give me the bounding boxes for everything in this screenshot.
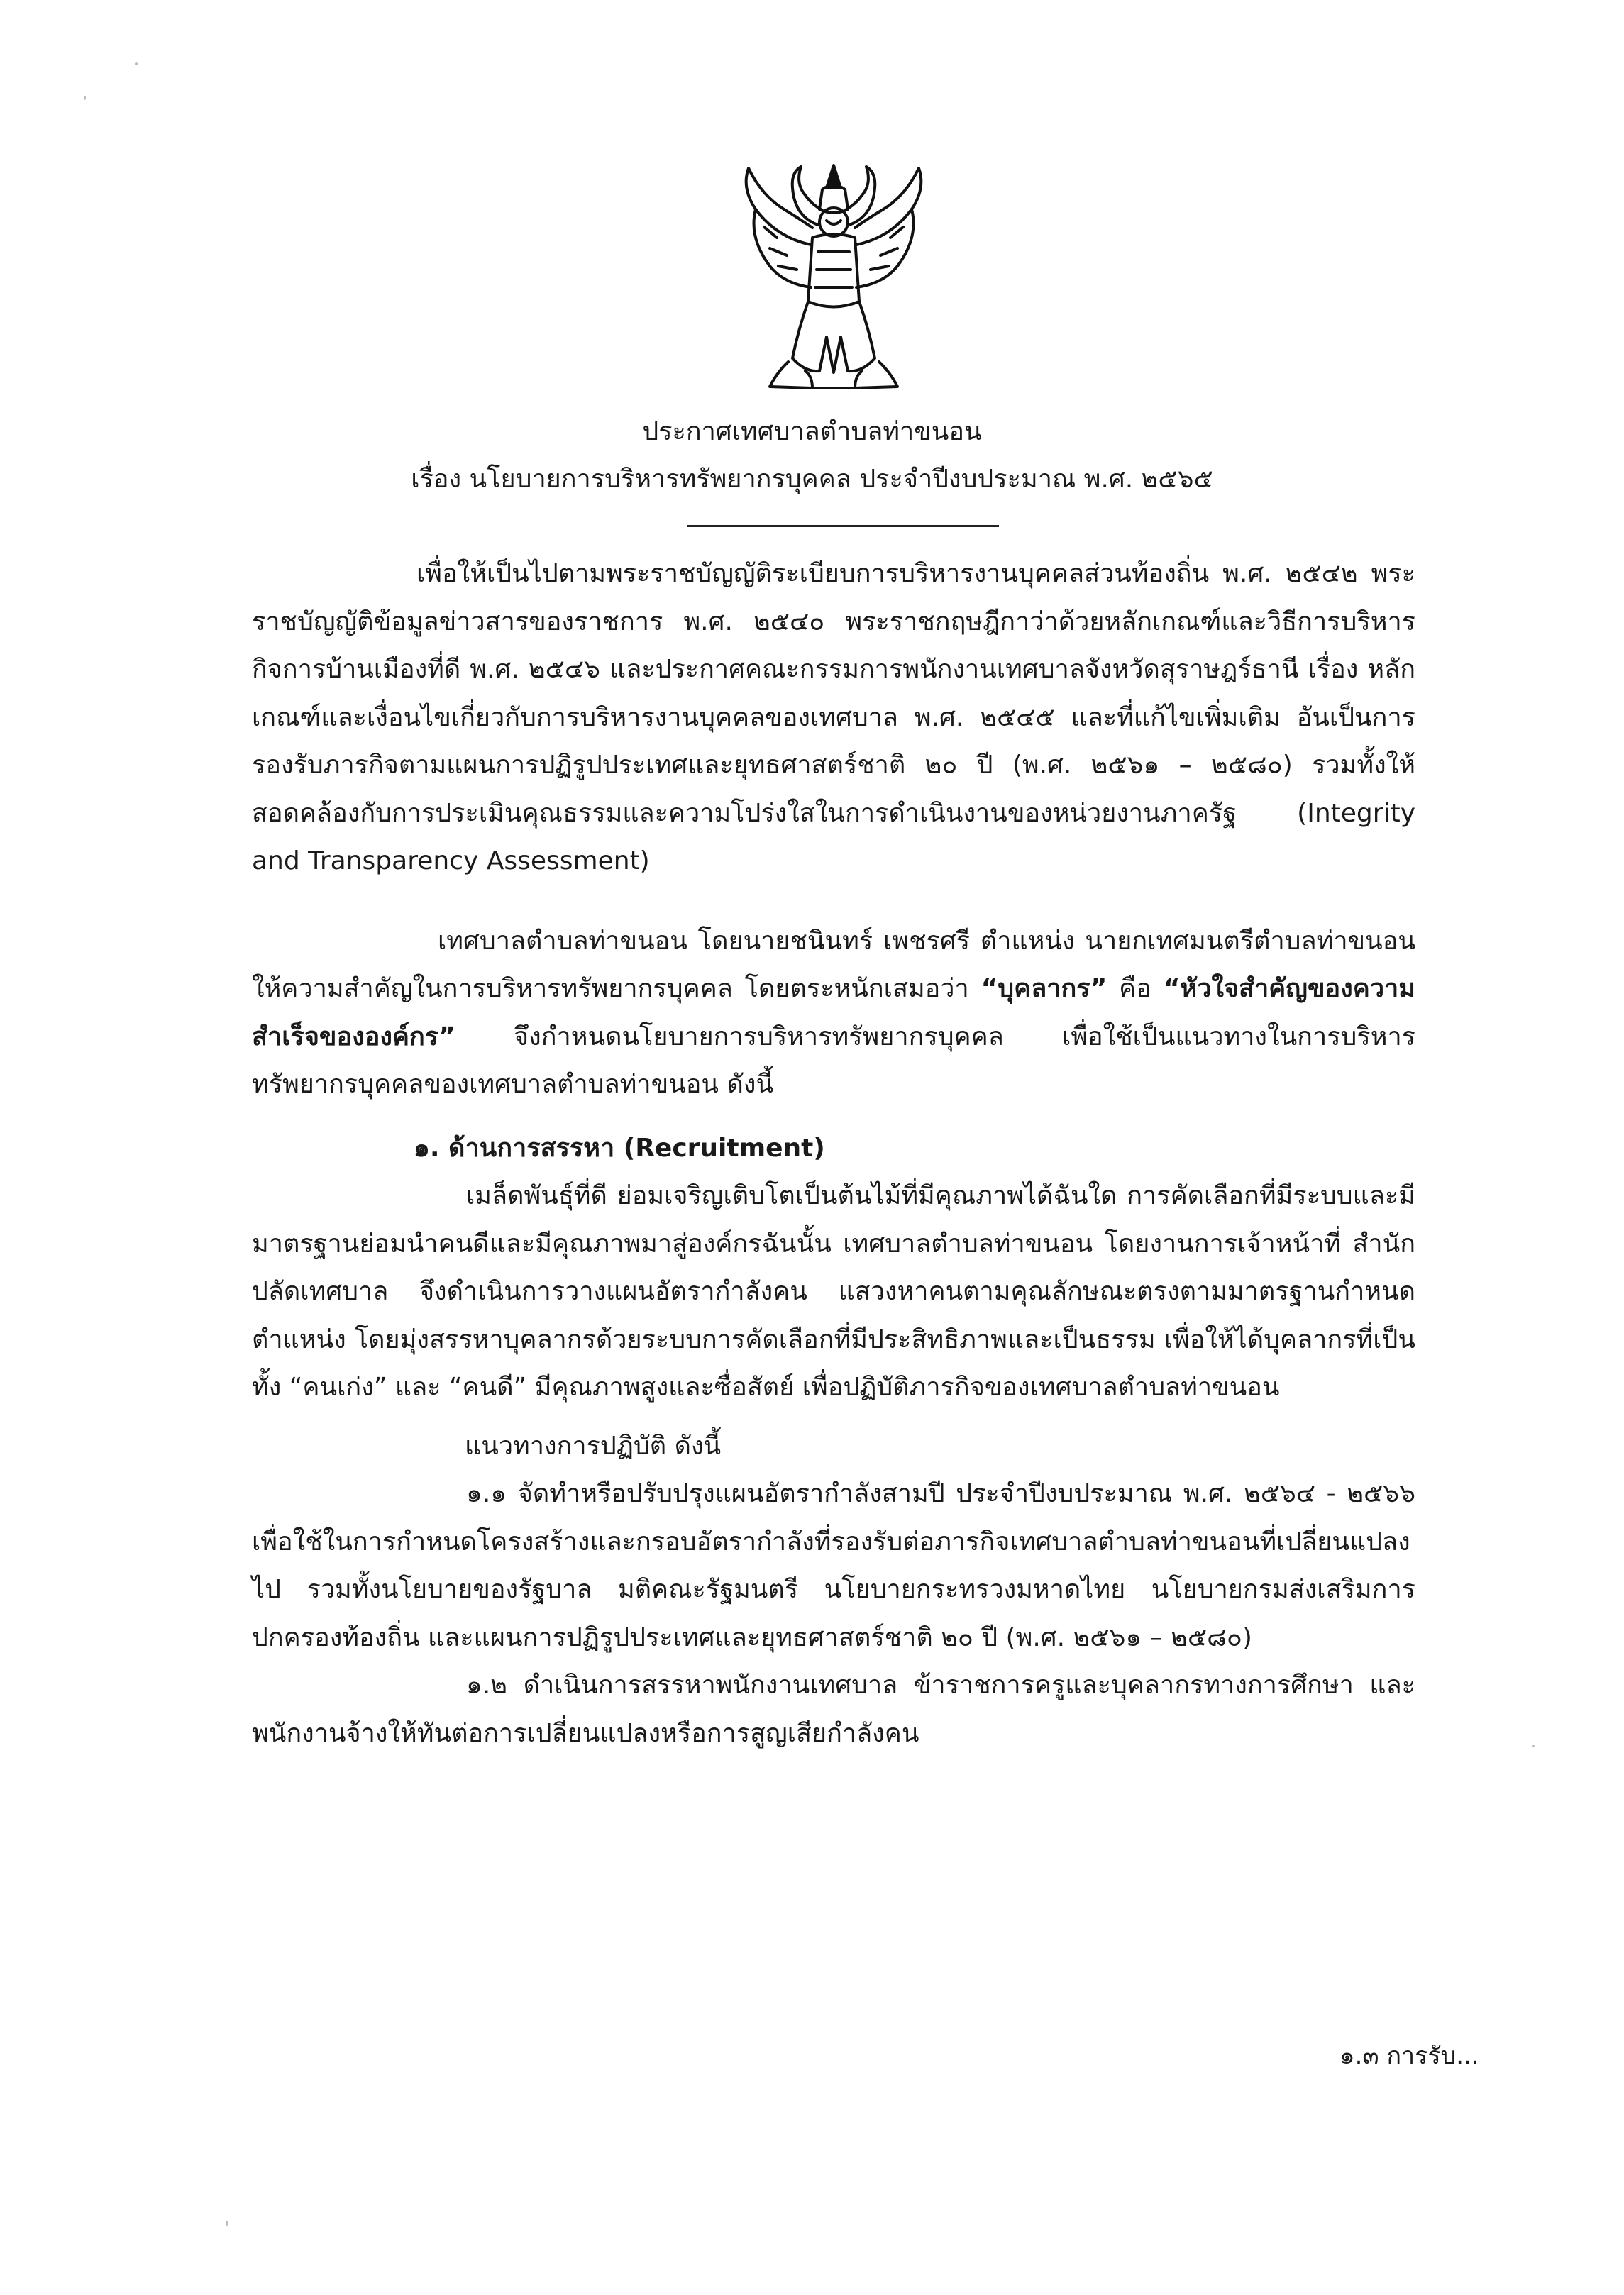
policy-text-a: เทศบาลตำบลท่าขนอน โดยนายชนินทร์ เพชรศรี ตำแหน่ง นายกเทศมนตรีตำบลท่าขนอน ให้ความสำคัญในการบริหารทรัพยากรบุคคล โดยตระหนักเสมอว่า	[252, 926, 1415, 1003]
announcement-subject: เรื่อง นโยบายการบริหารทรัพยากรบุคคล ประจำปีงบประมาณ พ.ศ. ๒๕๖๕	[411, 465, 1213, 494]
success-emphasis: “หัวใจสำคัญของความสำเร็จขององค์กร”	[252, 974, 1415, 1051]
announcement-title: ประกาศเทศบาลตำบลท่าขนอน	[642, 417, 982, 446]
scan-speck	[1532, 1745, 1535, 1747]
guideline-item-1-2: ๑.๒ ดำเนินการสรรหาพนักงานเทศบาล ข้าราชการครูและบุคลากรทางการศึกษา และพนักงานจ้างให้ทันต่อการเปลี่ยนแปลงหรือการสูญเสียกำลังคน	[252, 1671, 1415, 1748]
document-body	[252, 550, 1415, 1757]
policy-paragraph	[252, 917, 1415, 1109]
policy-text-c: คือ	[1107, 974, 1164, 1003]
continuation-marker: ๑.๓ การรับ...	[1339, 2042, 1479, 2070]
guideline-heading: แนวทางการปฏิบัติ ดังนี้	[465, 1431, 722, 1461]
scan-speck	[135, 62, 138, 65]
scan-speck	[226, 2221, 228, 2226]
intro-paragraph: เพื่อให้เป็นไปตามพระราชบัญญัติระเบียบการบริหารงานบุคคลส่วนท้องถิ่น พ.ศ. ๒๕๔๒ พระราชบัญญัติข้อมูลข่าวสารของราชการ พ.ศ. ๒๕๔๐ พระราชกฤษฎีกาว่าด้วยหลักเกณฑ์และวิธีการบริหารกิจการบ้านเมืองที่ดี พ.ศ. ๒๕๔๖ และประกาศคณะกรรมการพนักงานเทศบาลจังหวัดสุราษฎร์ธานี เรื่อง หลักเกณฑ์และเงื่อนไขเกี่ยวกับการบริหารงานบุคคลของเทศบาล พ.ศ. ๒๕๔๕ และที่แก้ไขเพิ่มเติม อันเป็นการรองรับภารกิจตามแผนการปฏิรูปประเทศและยุทธศาสตร์ชาติ ๒๐ ปี (พ.ศ. ๒๕๖๑ – ๒๕๘๐) รวมทั้งให้สอดคล้องกับการประเมินคุณธรรมและความโปร่งใสในการดำเนินงานของหน่วยงานภาครัฐ (Integrity and Transparency Assessment)	[252, 559, 1415, 875]
scan-speck	[84, 96, 86, 100]
title-divider	[687, 525, 999, 527]
guideline-item-1-1: ๑.๑ จัดทำหรือปรับปรุงแผนอัตรากำลังสามปี ประจำปีงบประมาณ พ.ศ. ๒๕๖๔ - ๒๕๖๖ เพื่อใช้ในการกำหนดโครงสร้างและกรอบอัตรากำลังที่รองรับต่อภารกิจเทศบาลตำบลท่าขนอนที่เปลี่ยนแปลงไป รวมทั้งนโยบายของรัฐบาล มติคณะรัฐมนตรี นโยบายกระทรวงมหาดไทย นโยบายกรมส่งเสริมการปกครองท้องถิ่น และแผนการปฏิรูปประเทศและยุทธศาสตร์ชาติ ๒๐ ปี (พ.ศ. ๒๕๖๑ – ๒๕๘๐)	[252, 1479, 1415, 1652]
policy-text-e: จึงกำหนดนโยบายการบริหารทรัพยากรบุคคล เพื่อใช้เป็นแนวทางในการบริหารทรัพยากรบุคคลของเทศบาลตำบลท่าขนอน ดังนี้	[252, 1022, 1415, 1099]
recruitment-paragraph: เมล็ดพันธุ์ที่ดี ย่อมเจริญเติบโตเป็นต้นไม้ที่มีคุณภาพได้ฉันใด การคัดเลือกที่มีระบบและมีมาตรฐานย่อมนำคนดีและมีคุณภาพมาสู่องค์กรฉันนั้น เทศบาลตำบลท่าขนอน โดยงานการเจ้าหน้าที่ สำนักปลัดเทศบาล จึงดำเนินการวางแผนอัตรากำลังคน แสวงหาคนตามคุณลักษณะตรงตามมาตรฐานกำหนดตำแหน่ง โดยมุ่งสรรหาบุคลากรด้วยระบบการคัดเลือกที่มีประสิทธิภาพและเป็นธรรม เพื่อให้ได้บุคลากรที่เป็นทั้ง “คนเก่ง” และ “คนดี” มีคุณภาพสูงและซื่อสัตย์ เพื่อปฏิบัติภารกิจของเทศบาลตำบลท่าขนอน	[252, 1181, 1415, 1402]
section-heading-recruitment: ๑. ด้านการสรรหา (Recruitment)	[414, 1133, 825, 1163]
personnel-emphasis: “บุคลากร”	[981, 974, 1107, 1003]
garuda-emblem-icon	[727, 160, 940, 397]
